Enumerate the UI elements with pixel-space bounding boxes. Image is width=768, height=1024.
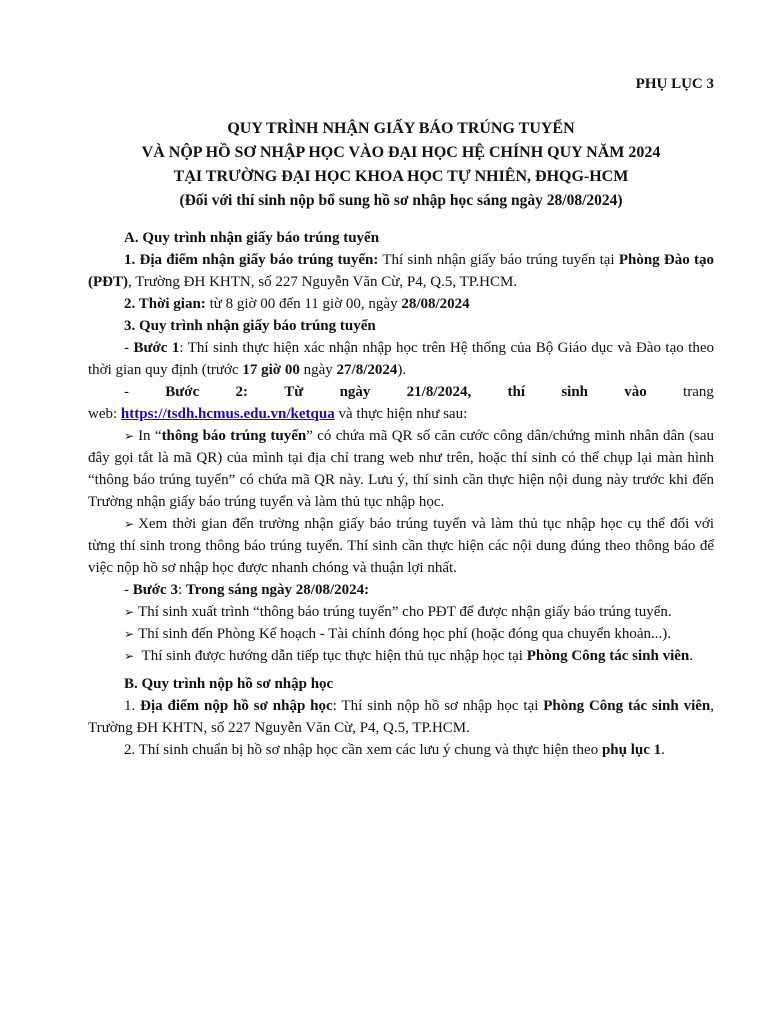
step-2-word: sinh	[561, 384, 589, 400]
step-2-word: trang	[683, 384, 714, 400]
arrow-bullet-icon: ➢	[124, 649, 135, 663]
bullet-text: Xem thời gian đến trường nhận giấy báo trúng tuyển và làm thủ tục nhập học cụ thể đối với từng thí sinh trong thông báo trúng tuyển. Thí sinh cần thực hiện các nội dung đúng theo thông báo để việc nộp hồ sơ nhập học được nhanh chóng và thuận lợi nhất.	[88, 516, 714, 576]
b-item-2-text: 2. Thí sinh chuẩn bị hồ sơ nhập học cần xem các lưu ý chung và thực hiện theo	[124, 742, 602, 758]
b-item-1-label: Địa điểm nộp hồ sơ nhập học	[140, 698, 333, 714]
step-1-dash: -	[124, 340, 134, 356]
step-3-bullet-3	[88, 645, 714, 667]
item-1-text: Thí sinh nhận giấy báo trúng tuyển tại	[378, 252, 619, 268]
b-item-1-address: , Trường ĐH KHTN, số 227 Nguyễn Văn Cừ, P4, Q.5, TP.HCM.	[88, 698, 715, 736]
section-a-item-2	[88, 293, 714, 315]
step-3	[88, 579, 714, 601]
step-2-word: thí	[507, 384, 526, 400]
step-2-word: Bước	[165, 384, 200, 400]
item-1-label: 1. Địa điểm nhận giấy báo trúng tuyển:	[124, 252, 379, 268]
step-2-word: Từ	[284, 384, 304, 400]
bullet-text: In “	[138, 428, 162, 444]
step-3-time: Trong sáng ngày 28/08/2024:	[185, 582, 370, 598]
step-1-end: ).	[397, 362, 407, 378]
item-1-office: Phòng Đào tạo (PĐT)	[88, 252, 714, 290]
step-3-colon: :	[177, 582, 186, 598]
results-link[interactable]: https://tsdh.hcmus.edu.vn/ketqua	[120, 406, 335, 422]
step-2-word: ngày	[339, 384, 371, 400]
section-a-item-3	[88, 315, 714, 337]
item-2-text: từ 8 giờ 00 đến 11 giờ 00, ngày	[205, 296, 402, 312]
step-2-word: 2:	[235, 384, 249, 400]
title-line-1: QUY TRÌNH NHẬN GIẤY BÁO TRÚNG TUYỂN	[227, 120, 575, 137]
bullet-text: ” có chứa mã QR số căn cước công dân/chứng minh nhân dân (sau đây gọi tắt là mã QR) của mình tại địa chỉ trang web như trên, hoặc thí sinh có thể chụp lại màn hình “thông báo trúng tuyển” có chứa mã QR này. Lưu ý, thí sinh cần thực hiện nội dung này trước khi đến Trường nhận giấy báo trúng tuyển và làm thủ tục nhập học.	[88, 428, 715, 510]
step-3-bullet-1	[88, 601, 714, 623]
arrow-bullet-icon: ➢	[124, 627, 135, 641]
item-2-label: 2. Thời gian:	[124, 296, 206, 312]
appendix-label: PHỤ LỤC 3	[635, 76, 714, 92]
section-a-heading: A. Quy trình nhận giấy báo trúng tuyển	[124, 230, 380, 246]
b-item-1-text: : Thí sinh nộp hồ sơ nhập học tại	[332, 698, 544, 714]
document-body	[88, 227, 714, 761]
bullet-bold: Phòng Công tác sinh viên	[526, 648, 690, 664]
b-item-1-number: 1.	[124, 698, 141, 714]
section-b-item-1	[88, 695, 714, 739]
arrow-bullet-icon: ➢	[124, 605, 135, 619]
step-2-word: 21/8/2024,	[406, 384, 472, 400]
step-1-text: : Thí sinh thực hiện xác nhận nhập học trên Hệ thống của Bộ Giáo dục và Đào tạo theo thời gian quy định (trước	[88, 340, 714, 378]
item-3-label: 3. Quy trình nhận giấy báo trúng tuyển	[124, 318, 376, 334]
title-line-2: VÀ NỘP HỒ SƠ NHẬP HỌC VÀO ĐẠI HỌC HỆ CHÍNH QUY NĂM 2024	[141, 144, 661, 161]
arrow-bullet-icon: ➢	[124, 429, 135, 443]
bullet-end: .	[689, 648, 694, 664]
step-2-word: -	[124, 384, 129, 400]
step-2-suffix: và thực hiện như sau:	[334, 406, 468, 422]
step-2-word: vào	[624, 384, 647, 400]
item-2-date: 28/08/2024	[401, 296, 470, 312]
step-3-bullet-2	[88, 623, 714, 645]
step-2-prefix: web:	[88, 406, 121, 422]
step-2-bullet-1	[88, 425, 714, 513]
section-b-heading: B. Quy trình nộp hồ sơ nhập học	[124, 676, 334, 692]
step-1-date: 27/8/2024	[336, 362, 398, 378]
step-1-text-2: ngày	[299, 362, 337, 378]
section-a-item-1	[88, 249, 714, 293]
b-item-1-office: Phòng Công tác sinh viên	[543, 698, 711, 714]
step-1	[88, 337, 714, 381]
item-1-address: , Trường ĐH KHTN, số 227 Nguyễn Văn Cừ, P4, Q.5, TP.HCM.	[128, 274, 518, 290]
bullet-text: Thí sinh được hướng dẫn tiếp tục thực hiện thủ tục nhập học tại	[138, 648, 527, 664]
step-3-dash: -	[124, 582, 133, 598]
title-subtitle: (Đối với thí sinh nộp bổ sung hồ sơ nhập học sáng ngày 28/08/2024)	[179, 192, 623, 209]
step-1-label: Bước 1	[133, 340, 180, 356]
step-2-line	[88, 381, 714, 403]
step-3-label: Bước 3	[132, 582, 178, 598]
bullet-bold: thông báo trúng tuyển	[161, 428, 307, 444]
document-title	[88, 117, 714, 213]
section-b-item-2	[88, 739, 714, 761]
step-2-bullet-2	[88, 513, 714, 579]
title-line-3: TẠI TRƯỜNG ĐẠI HỌC KHOA HỌC TỰ NHIÊN, ĐHQG-HCM	[173, 168, 629, 185]
bullet-text: Thí sinh xuất trình “thông báo trúng tuyển” cho PĐT để được nhận giấy báo trúng tuyển.	[138, 604, 672, 620]
bullet-text: Thí sinh đến Phòng Kế hoạch - Tài chính đóng học phí (hoặc đóng qua chuyển khoản...).	[138, 626, 672, 642]
step-2-web-line	[88, 403, 714, 425]
b-item-2-appendix: phụ lục 1	[601, 742, 662, 758]
arrow-bullet-icon: ➢	[124, 517, 135, 531]
b-item-2-end: .	[661, 742, 665, 758]
step-1-time: 17 giờ 00	[242, 362, 300, 378]
